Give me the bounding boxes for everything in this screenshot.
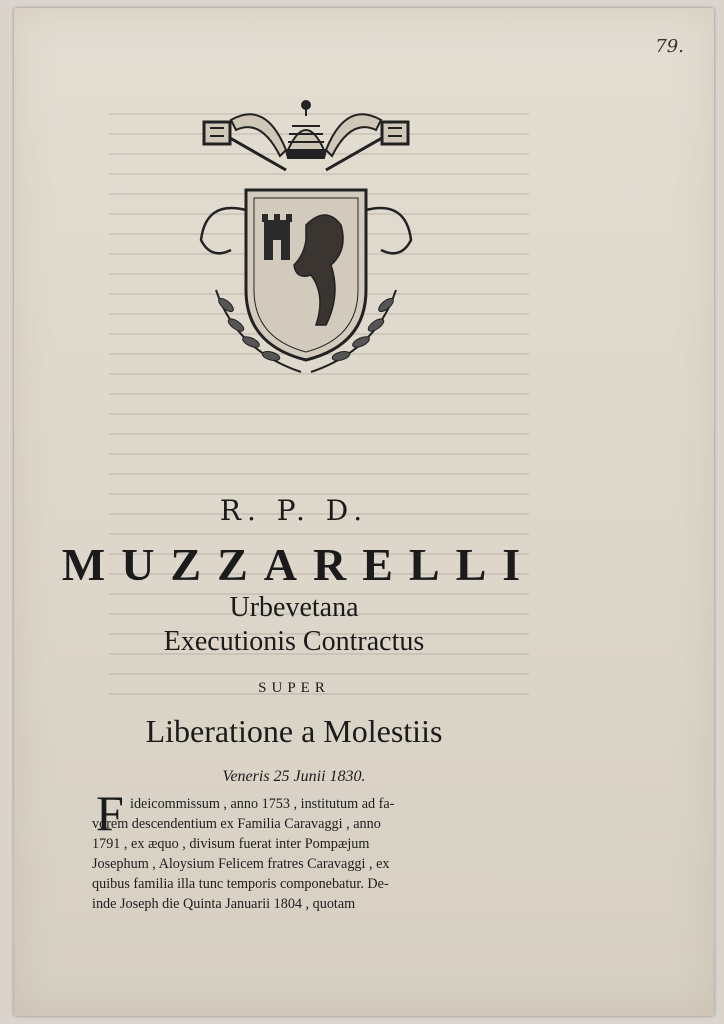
body-line: inde Joseph die Quinta Januarii 1804 , quotam xyxy=(92,896,356,912)
surname-heading: MUZZARELLI xyxy=(61,539,537,590)
body-paragraph xyxy=(92,794,522,914)
body-line: vorem descendentium ex Familia Caravaggi , anno xyxy=(92,816,381,832)
body-line: quibus familia illa tunc temporis componebatur. De- xyxy=(92,876,389,892)
body-line: Josephum , Aloysium Felicem fratres Caravaggi , ex xyxy=(92,856,390,872)
subtitle-line-1: Urbevetana xyxy=(229,592,359,623)
liberatione-heading: Liberatione a Molestiis xyxy=(145,713,443,749)
drop-cap: F xyxy=(96,785,124,841)
subtitle-line-2: Executionis Contractus xyxy=(163,626,425,657)
body-line: 1791 , ex æquo , divisum fuerat inter Pompæjum xyxy=(92,836,370,852)
super-label: SUPER xyxy=(258,680,330,696)
document-page xyxy=(14,8,714,1016)
rpd-heading: R. P. D. xyxy=(219,494,369,527)
date-line: Veneris 25 Junii 1830. xyxy=(222,768,366,785)
papal-coat-of-arms-icon xyxy=(176,90,436,385)
page-number: 79. xyxy=(655,36,684,57)
body-line: ideicommissum , anno 1753 , institutum ad fa- xyxy=(130,796,395,812)
